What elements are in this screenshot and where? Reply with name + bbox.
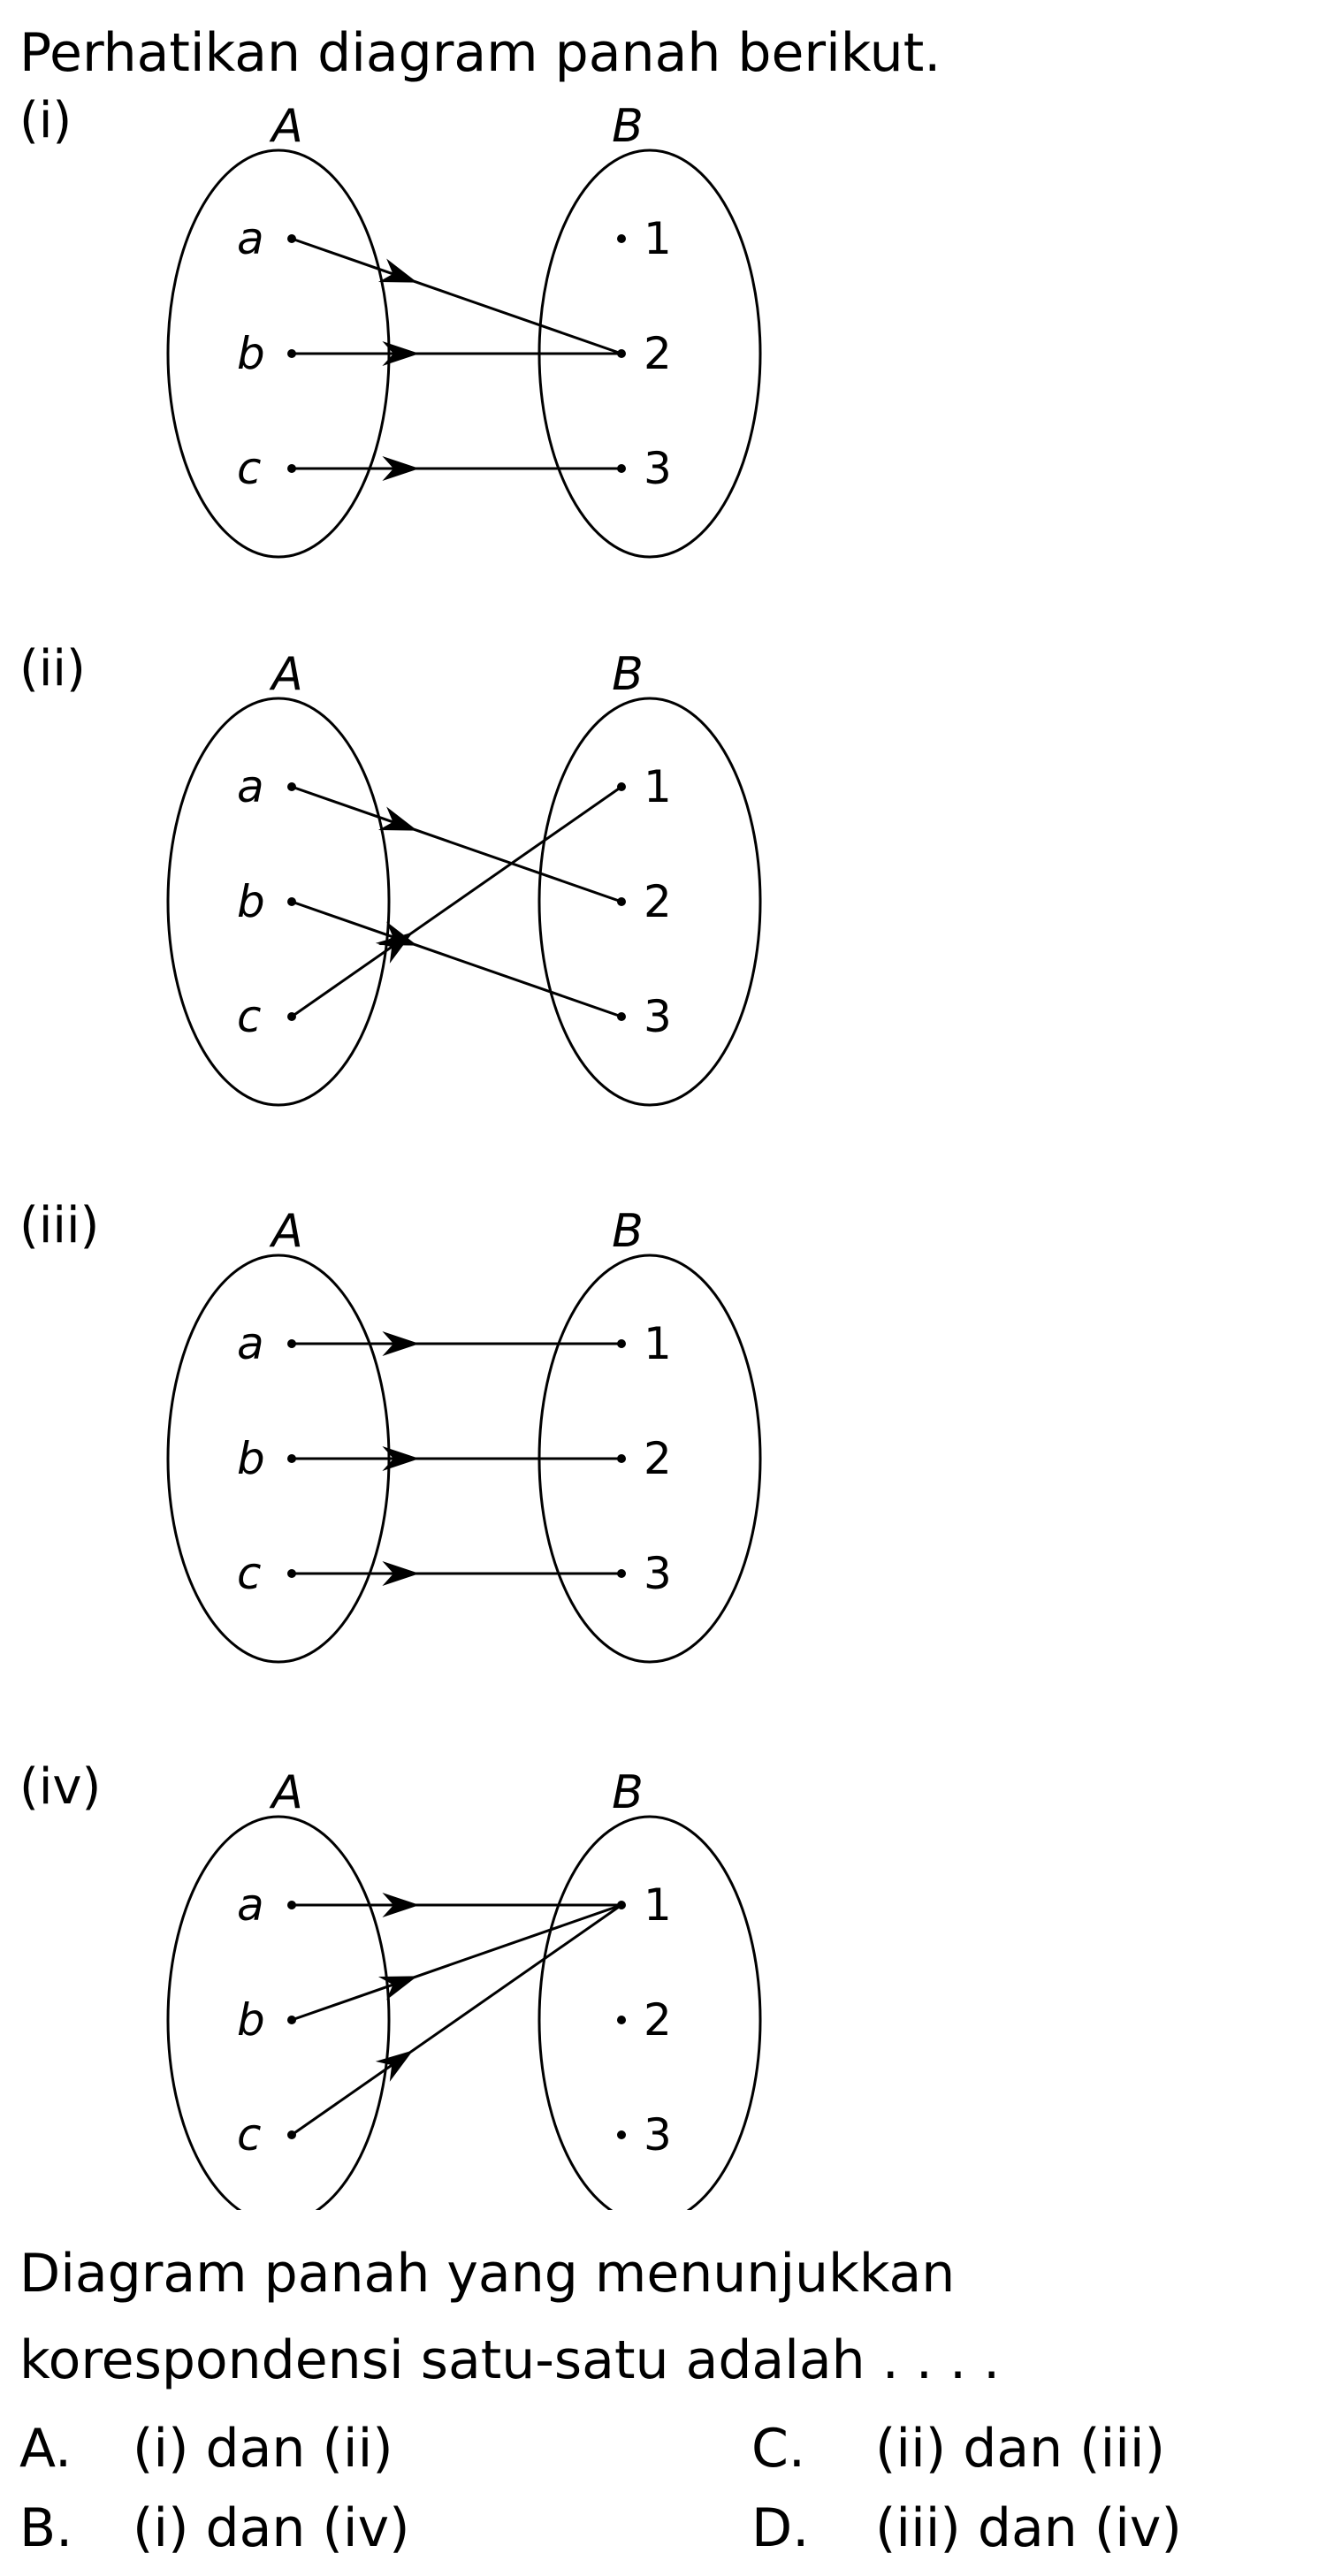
- mapping-arrow-line: [292, 787, 621, 1017]
- domain-element: b: [237, 876, 265, 927]
- diagram-label: (i): [19, 92, 72, 149]
- diagram-label: (iii): [19, 1197, 100, 1254]
- mapping-arrow-line: [292, 787, 621, 902]
- set-a-ellipse: [168, 698, 389, 1105]
- question-prompt-line2: korespondensi satu-satu adalah . . . .: [19, 2329, 1001, 2391]
- codomain-dot: [617, 2130, 626, 2139]
- codomain-element: 3: [644, 991, 672, 1042]
- mapping-arrow-line: [292, 1905, 621, 2135]
- domain-element: a: [237, 1318, 264, 1369]
- diagram-label: (ii): [19, 640, 86, 697]
- option-c-text: (ii) dan (iii): [875, 2418, 1166, 2480]
- set-a-name: A: [271, 648, 303, 701]
- set-b-name: B: [612, 648, 644, 701]
- codomain-element: 1: [644, 1318, 672, 1369]
- mapping-arrow-line: [292, 902, 621, 1017]
- set-b-name: B: [612, 1766, 644, 1819]
- domain-element: a: [237, 1879, 264, 1931]
- arrow-diagram-1: [19, 92, 760, 557]
- mapping-arrow-line: [292, 239, 621, 354]
- option-d-text: (iii) dan (iv): [875, 2497, 1182, 2559]
- option-d-letter: D.: [751, 2497, 810, 2559]
- option-b-letter: B.: [19, 2497, 73, 2559]
- set-b-name: B: [612, 100, 644, 153]
- codomain-element: 2: [644, 876, 672, 927]
- domain-element: b: [237, 1433, 265, 1484]
- question-prompt-line1: Diagram panah yang menunjukkan: [19, 2243, 956, 2305]
- codomain-element: 2: [644, 1994, 672, 2046]
- question-intro: Perhatikan diagram panah berikut.: [19, 22, 941, 84]
- domain-element: a: [237, 761, 264, 812]
- domain-element: c: [237, 2109, 262, 2161]
- arrow-diagram-3: [19, 1197, 760, 1662]
- codomain-element: 3: [644, 2109, 672, 2161]
- codomain-dot: [617, 2016, 626, 2024]
- domain-element: c: [237, 1548, 262, 1599]
- codomain-element: 3: [644, 443, 672, 494]
- option-a-text: (i) dan (ii): [133, 2418, 393, 2480]
- codomain-element: 1: [644, 761, 672, 812]
- mapping-arrow-line: [292, 1905, 621, 2020]
- domain-element: c: [237, 443, 262, 494]
- domain-element: b: [237, 328, 265, 379]
- codomain-element: 3: [644, 1548, 672, 1599]
- diagram-label: (iv): [19, 1758, 102, 1816]
- codomain-element: 2: [644, 328, 672, 379]
- codomain-element: 1: [644, 1879, 672, 1931]
- option-c-letter: C.: [751, 2418, 805, 2480]
- option-b-text: (i) dan (iv): [133, 2497, 410, 2559]
- domain-element: a: [237, 213, 264, 264]
- set-b-name: B: [612, 1205, 644, 1258]
- arrow-diagram-4: [19, 1758, 760, 2210]
- set-a-ellipse: [168, 1817, 389, 2210]
- codomain-dot: [617, 234, 626, 243]
- set-a-name: A: [271, 1205, 303, 1258]
- codomain-element: 2: [644, 1433, 672, 1484]
- domain-element: b: [237, 1994, 265, 2046]
- mapping-arrowhead: [376, 2050, 413, 2082]
- codomain-element: 1: [644, 213, 672, 264]
- domain-element: c: [237, 991, 262, 1042]
- set-a-name: A: [271, 1766, 303, 1819]
- option-a-letter: A.: [19, 2418, 72, 2480]
- set-a-name: A: [271, 100, 303, 153]
- arrow-diagram-2: [19, 640, 760, 1105]
